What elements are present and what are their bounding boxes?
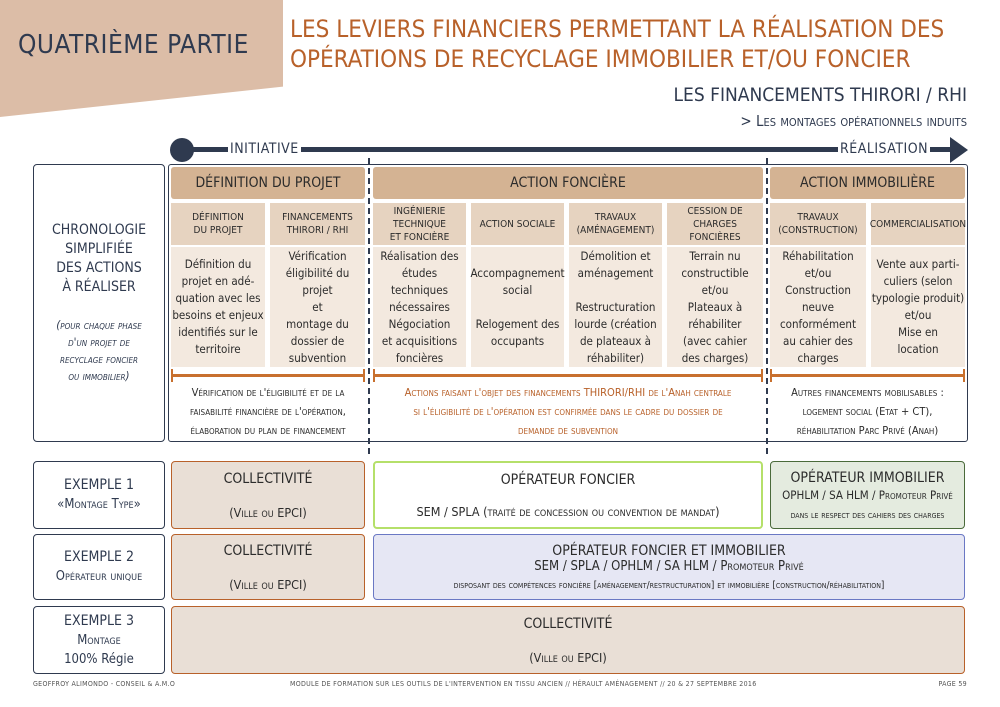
example-3-label: EXEMPLE 3 Montage 100% Régie xyxy=(33,606,165,674)
example-2-operateur-foncier-immobilier: OPÉRATEUR FONCIER ET IMMOBILIER SEM / SPLA / OPHLM / SA HLM / Promoteur Privé disposant des compétences foncière [aménagement/restructuration] et immobilière [construction/réhabilitation] xyxy=(373,534,965,600)
header-definition: DÉFINITION DU PROJET xyxy=(171,167,365,199)
example-3-collectivite: COLLECTIVITÉ (Ville ou EPCI) xyxy=(171,606,965,674)
span-bar-immobiliere xyxy=(770,374,965,377)
title-line-2: OPÉRATIONS DE RECYCLAGE IMMOBILIER ET/OU FONCIER xyxy=(290,45,911,73)
phase-separator xyxy=(766,158,768,454)
title-line-1: LES LEVIERS FINANCIERS PERMETTANT LA RÉALISATION DES xyxy=(290,15,945,43)
chronology-label xyxy=(33,164,165,442)
subtitle: LES FINANCEMENTS THIRORI / RHI xyxy=(673,84,967,106)
timeline-start-label: INITIATIVE xyxy=(230,141,299,157)
page-number: PAGE 59 xyxy=(938,680,967,688)
content-travaux-construction: Réhabilitation et/ou Construction neuve conformément au cahier des charges xyxy=(770,247,866,367)
chronology-note: (pour chaque phase d'un projet de recyclage foncier ou immobilier) xyxy=(56,318,142,383)
phase-separator xyxy=(368,158,370,454)
content-financements: Vérification éligibilité du projet et montage du dossier de subvention xyxy=(270,247,365,367)
content-cession: Terrain nu constructible et/ou Plateaux à réhabiliter (avec cahier des charges) xyxy=(667,247,763,367)
content-travaux-amenagement: Démolition et aménagement Restructuration lourde (création de plateaux à réhabiliter) xyxy=(569,247,662,367)
header-fonciere: ACTION FONCIÈRE xyxy=(373,167,763,199)
timeline-arrow-icon xyxy=(950,137,968,163)
example-1-operateur-immobilier: OPÉRATEUR IMMOBILIER OPHLM / SA HLM / Promoteur Privé dans le respect des cahiers des charges xyxy=(770,461,965,529)
span-tick xyxy=(963,369,965,382)
example-2-label: EXEMPLE 2 Opérateur unique xyxy=(33,534,165,600)
subheader-commercialisation: COMMERCIALISATION xyxy=(871,203,965,245)
subheader-ingenierie: INGÉNIERIE TECHNIQUE ET FONCIÈRE xyxy=(373,203,466,245)
span-tick xyxy=(373,369,375,382)
example-1-label: EXEMPLE 1 «Montage Type» xyxy=(33,461,165,529)
span-tick xyxy=(171,369,173,382)
timeline-start-dot xyxy=(170,138,194,162)
example-1-operateur-foncier: OPÉRATEUR FONCIER SEM / SPLA (traité de concession ou convention de mandat) xyxy=(373,461,763,529)
chronology-title: CHRONOLOGIE SIMPLIFIÉE DES ACTIONS À RÉALISER xyxy=(51,222,147,295)
content-definition-projet: Définition du projet en adé- quation avec les besoins et enjeux identifiés sur le territoire xyxy=(171,247,265,367)
example-1-collectivite: COLLECTIVITÉ (Ville ou EPCI) xyxy=(171,461,365,529)
content-ingenierie: Réalisation des études techniques nécessaires Négociation et acquisitions foncières xyxy=(373,247,466,367)
subheader-travaux-construction: TRAVAUX (CONSTRUCTION) xyxy=(770,203,866,245)
content-action-sociale: Accompagnement social Relogement des occupants xyxy=(471,247,564,367)
span-bar-definition xyxy=(171,374,365,377)
footer-author: GEOFFROY ALIMONDO - CONSEIL & A.M.O xyxy=(33,680,176,688)
bottom-definition: Vérification de l'éligibilité et de la faisabilité financière de l'opération, élaboration du plan de financement xyxy=(190,385,346,437)
subheader-financements: FINANCEMENTS THIRORI / RHI xyxy=(270,203,365,245)
span-tick xyxy=(761,369,763,382)
span-bar-fonciere xyxy=(373,374,763,377)
bottom-immobiliere: Autres financements mobilisables : logement social (Etat + CT), réhabilitation Parc Privé (Anah) xyxy=(791,385,944,437)
timeline-end-label: RÉALISATION xyxy=(840,141,929,157)
subheader-definition-projet: DÉFINITION DU PROJET xyxy=(171,203,265,245)
header-immobiliere: ACTION IMMOBILIÈRE xyxy=(770,167,965,199)
example-2-collectivite: COLLECTIVITÉ (Ville ou EPCI) xyxy=(171,534,365,600)
content-commercialisation: Vente aux parti- culiers (selon typologie produit) et/ou Mise en location xyxy=(871,247,965,367)
bottom-fonciere: Actions faisant l'objet des financements THIRORI/RHI de l'Anah centrale si l'éligibilité de l'opération est confirmée dans le cadre du dossier de demande de subvention xyxy=(404,385,732,437)
span-tick xyxy=(363,369,365,382)
footer-module: MODULE DE FORMATION SUR LES OUTILS DE L'INTERVENTION EN TISSU ANCIEN // HÉRAULT AMÉNAGEMENT // 20 & 27 SEPTEMBRE 2016 xyxy=(290,680,757,688)
part-label: QUATRIÈME PARTIE xyxy=(18,30,249,60)
subheader-cession: CESSION DE CHARGES FONCIÈRES xyxy=(667,203,763,245)
sub-subtitle: > Les montages opérationnels induits xyxy=(740,112,967,130)
subheader-travaux-amenagement: TRAVAUX (AMÉNAGEMENT) xyxy=(569,203,662,245)
span-tick xyxy=(770,369,772,382)
page-title xyxy=(290,14,990,74)
subheader-action-sociale: ACTION SOCIALE xyxy=(471,203,564,245)
